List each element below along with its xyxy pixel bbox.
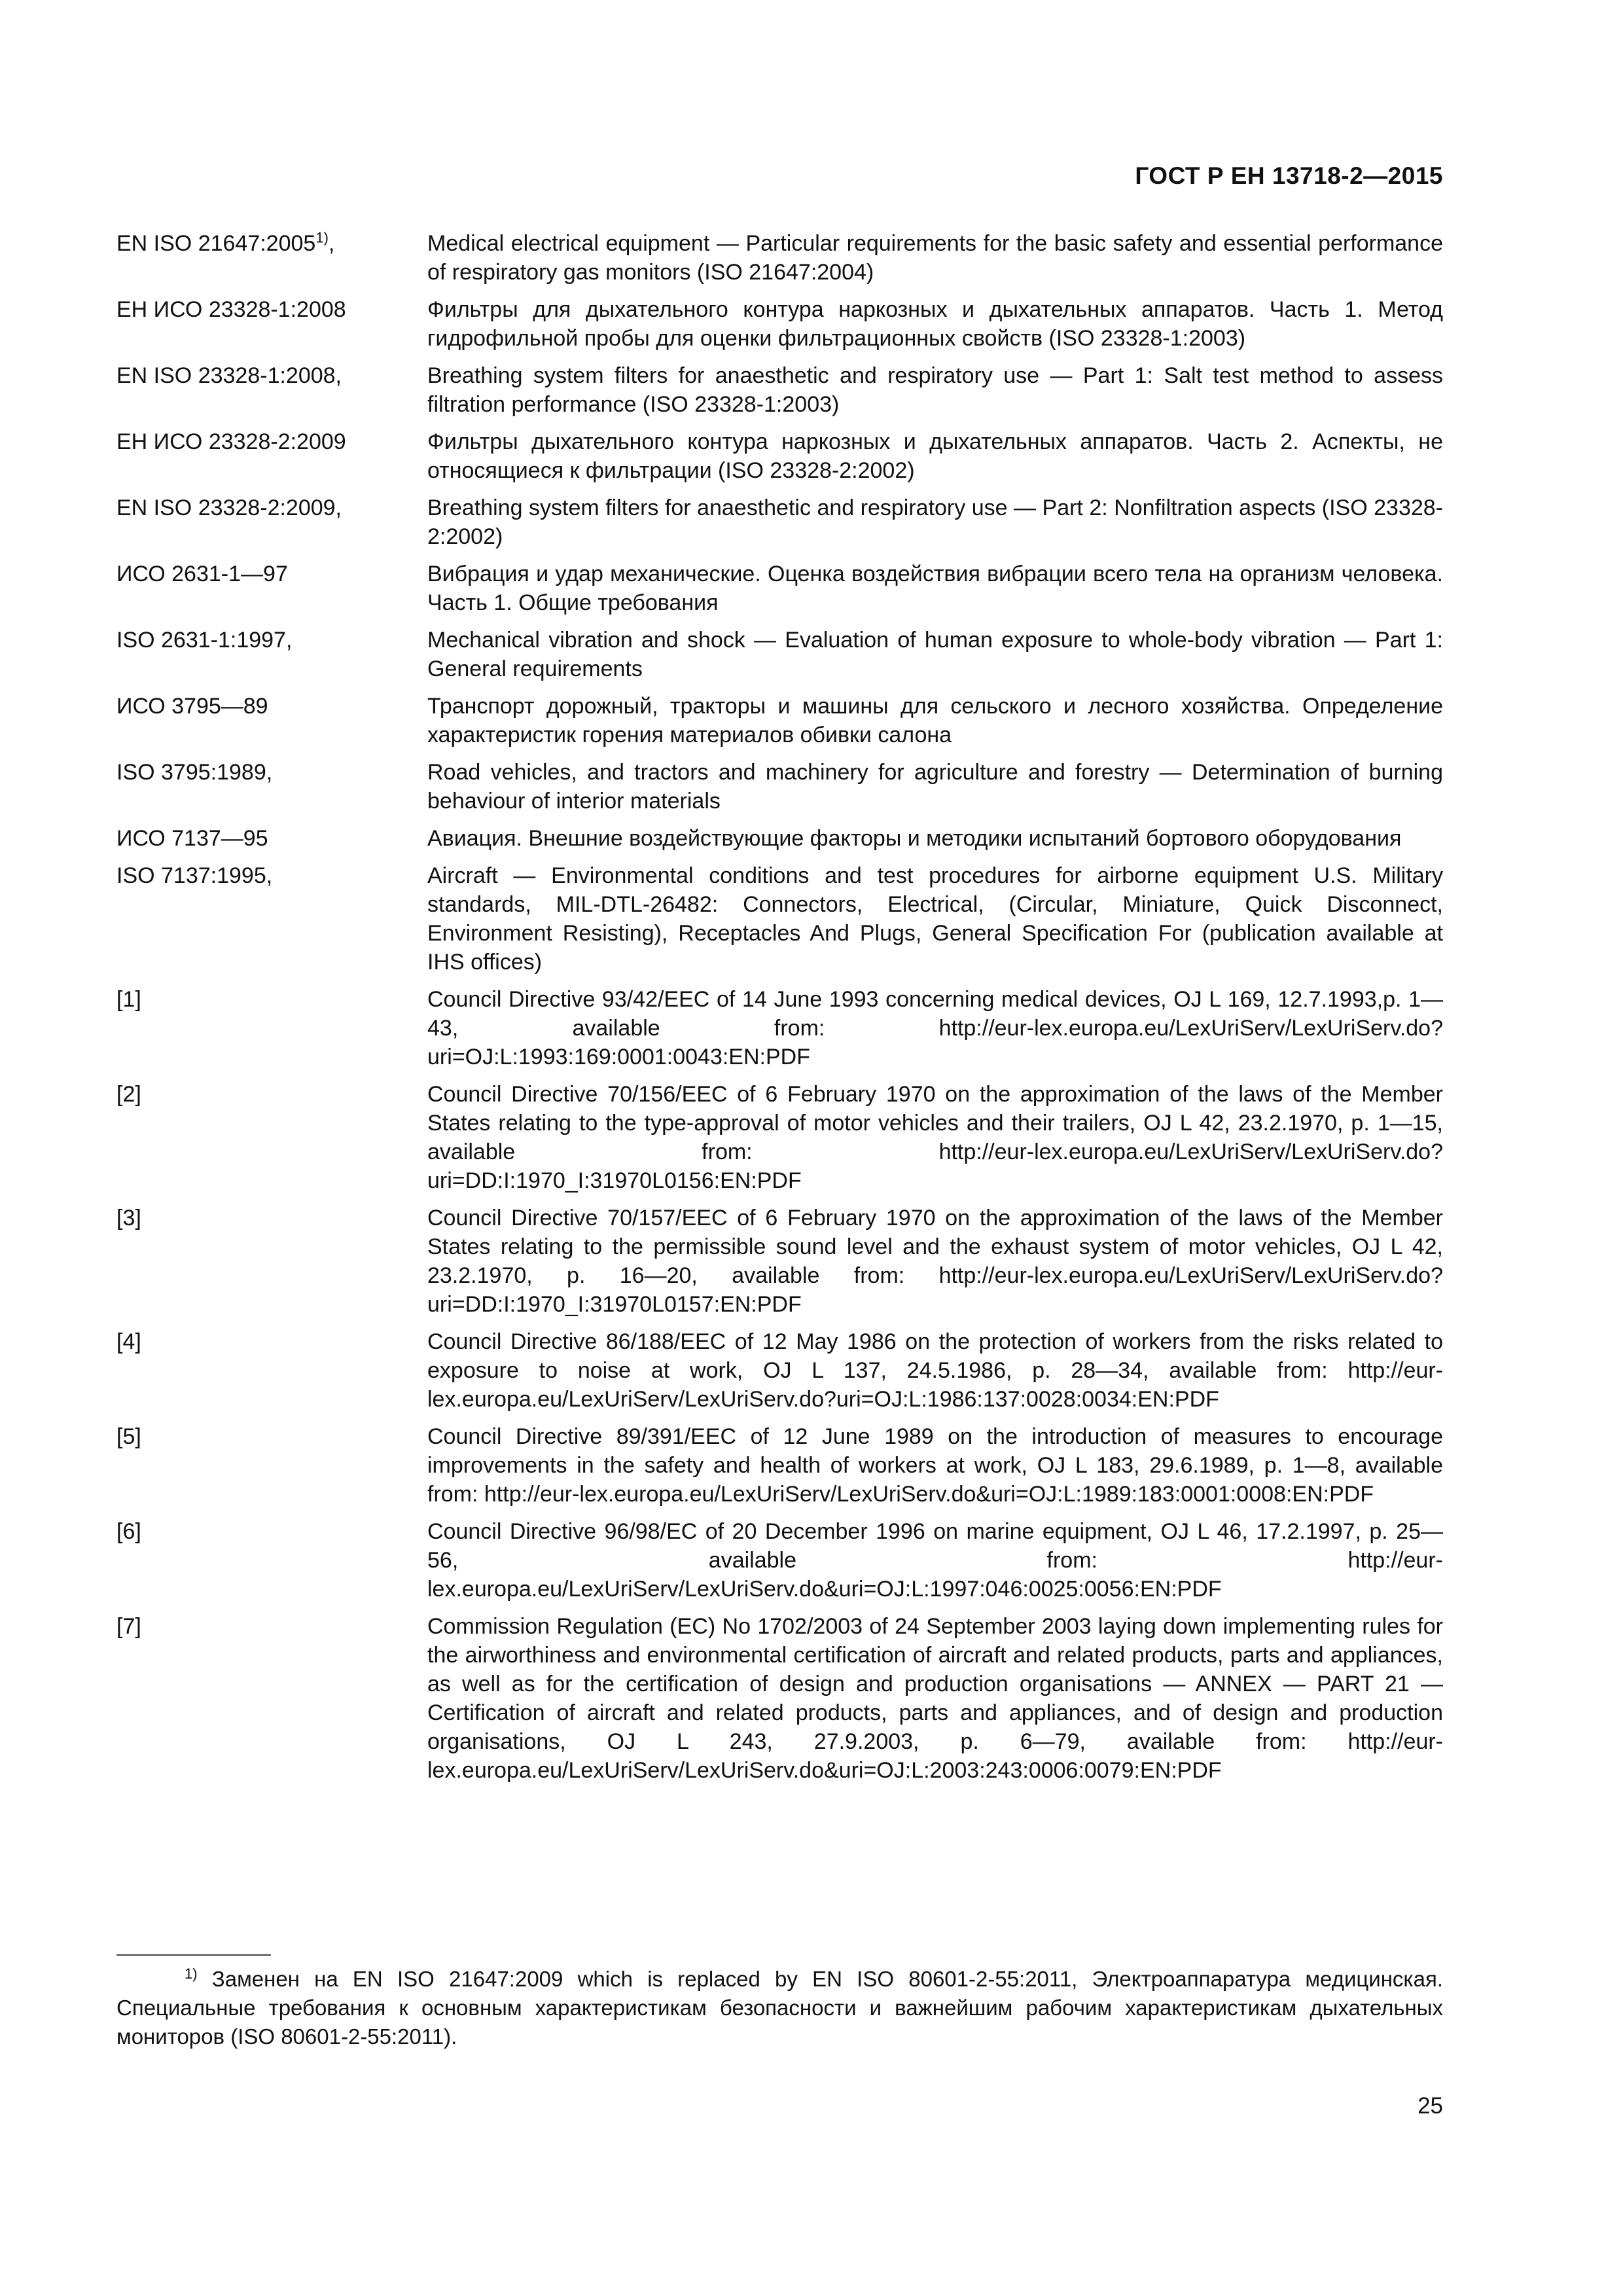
reference-row xyxy=(116,493,1443,551)
reference-row xyxy=(116,560,1443,617)
reference-text: Council Directive 93/42/EEC of 14 June 1993 concerning medical devices, OJ L 169, 12.7.1993,p. 1—43, available from: http://eur-lex.europa.eu/LexUriServ/LexUriServ.do?uri=OJ:L:1993:169:0001:0043:EN:PDF xyxy=(427,987,1443,1069)
reference-row xyxy=(116,1204,1443,1319)
reference-text: Council Directive 70/157/EEC of 6 February 1970 on the approximation of the laws of the Member States relating to the permissible sound level and the exhaust system of motor vehicles, OJ L 42, 23.2.1970, p. 16—20, available from: http://eur-lex.europa.eu/LexUriServ/LexUriServ.do?uri=DD:I:1970_I:31970L0157:EN:PDF xyxy=(427,1206,1443,1317)
reference-code: ISO 3795:1989, xyxy=(116,760,273,785)
reference-text: Вибрация и удар механические. Оценка воздействия вибрации всего тела на организм человека. Часть 1. Общие требования xyxy=(427,562,1443,615)
reference-text: Commission Regulation (EC) No 1702/2003 of 24 September 2003 laying down implementing rules for the airworthiness and environmental certification of aircraft and related products, parts and appliances, as well as for the certification of design and production organisations — ANNEX — PART 21 — Certification of aircraft and related products, parts and appliances, and of design and production organisations, OJ L 243, 27.9.2003, p. 6—79, available from: http://eur-lex.europa.eu/LexUriServ/LexUriServ.do&uri=OJ:L:2003:243:0006:0079:EN:PDF xyxy=(427,1614,1443,1783)
reference-text: Medical electrical equipment — Particular requirements for the basic safety and essential performance of respiratory gas monitors (ISO 21647:2004) xyxy=(427,231,1443,285)
reference-code: [6] xyxy=(116,1519,141,1544)
reference-row xyxy=(116,1422,1443,1509)
reference-code: ISO 7137:1995, xyxy=(116,863,273,888)
reference-code: [4] xyxy=(116,1329,141,1354)
reference-list xyxy=(116,229,1443,1793)
reference-row xyxy=(116,1080,1443,1195)
footnote-marker: 1) xyxy=(315,229,329,246)
reference-row xyxy=(116,758,1443,816)
reference-text: Фильтры дыхательного контура наркозных и дыхательных аппаратов. Часть 2. Аспекты, не относящиеся к фильтрации (ISO 23328-2:2002) xyxy=(427,429,1443,483)
reference-code: [7] xyxy=(116,1614,141,1639)
footnote-divider xyxy=(116,1954,271,1956)
document-header: ГОСТ Р ЕН 13718-2—2015 xyxy=(1135,162,1443,189)
reference-text: Breathing system filters for anaesthetic and respiratory use — Part 1: Salt test method to assess filtration performance (ISO 23328-1:2003) xyxy=(427,363,1443,417)
reference-row xyxy=(116,985,1443,1071)
reference-row xyxy=(116,295,1443,353)
reference-text: Council Directive 96/98/EC of 20 December 1996 on marine equipment, OJ L 46, 17.2.1997, p. 25—56, available from: http://eur-lex.europa.eu/LexUriServ/LexUriServ.do&uri=OJ:L:1997:046:0025:0056:EN:PDF xyxy=(427,1519,1443,1602)
reference-code: [2] xyxy=(116,1082,141,1107)
reference-row xyxy=(116,361,1443,419)
reference-text: Council Directive 86/188/EEC of 12 May 1986 on the protection of workers from the risks related to exposure to noise at work, OJ L 137, 24.5.1986, p. 28—34, available from: http://eur-lex.europa.eu/LexUriServ/LexUriServ.do?uri=OJ:L:1986:137:0028:0034:EN:PDF xyxy=(427,1329,1443,1412)
reference-code: [1] xyxy=(116,987,141,1012)
reference-text: Mechanical vibration and shock — Evaluation of human exposure to whole-body vibration — Part 1: General requirements xyxy=(427,628,1443,681)
reference-text: Авиация. Внешние воздействующие факторы и методики испытаний бортового оборудования xyxy=(427,826,1402,851)
page-number: 25 xyxy=(1418,2093,1443,2119)
reference-row xyxy=(116,626,1443,683)
reference-code: ИСО 3795—89 xyxy=(116,694,268,719)
footnote-text: Заменен на EN ISO 21647:2009 which is replaced by EN ISO 80601-2-55:2011, Электроаппаратура медицинская. Специальные требования к основным характеристикам безопасности и важнейшим рабочим характеристикам дыхательных мониторов (ISO 80601-2-55:2011). xyxy=(116,1967,1443,2049)
reference-text: Breathing system filters for anaesthetic and respiratory use — Part 2: Nonfiltration aspects (ISO 23328-2:2002) xyxy=(427,495,1443,549)
reference-code: [5] xyxy=(116,1424,141,1449)
reference-row xyxy=(116,1517,1443,1604)
reference-text: Council Directive 70/156/EEC of 6 February 1970 on the approximation of the laws of the Member States relating to the type-approval of motor vehicles and their trailers, OJ L 42, 23.2.1970, p. 1—15, available from: http://eur-lex.europa.eu/LexUriServ/LexUriServ.do?uri=DD:I:1970_I:31970L0156:EN:PDF xyxy=(427,1082,1443,1193)
reference-code: EN ISO 23328-1:2008, xyxy=(116,363,342,388)
reference-code: ИСО 7137—95 xyxy=(116,826,268,851)
reference-code: ИСО 2631-1—97 xyxy=(116,562,288,586)
reference-text: Транспорт дорожный, тракторы и машины для сельского и лесного хозяйства. Определение характеристик горения материалов обивки салона xyxy=(427,694,1443,747)
reference-code: EN ISO 23328-2:2009, xyxy=(116,495,342,520)
reference-code: ЕН ИСО 23328-2:2009 xyxy=(116,429,346,454)
reference-row xyxy=(116,1612,1443,1785)
reference-row xyxy=(116,861,1443,977)
footnote-body xyxy=(116,1965,1443,2051)
footnote-marker: 1) xyxy=(185,1965,198,1982)
reference-code: ЕН ИСО 23328-1:2008 xyxy=(116,297,346,322)
reference-text: Фильтры для дыхательного контура наркозных и дыхательных аппаратов. Часть 1. Метод гидрофильной пробы для оценки фильтрационных свойств (ISO 23328-1:2003) xyxy=(427,297,1443,351)
reference-row xyxy=(116,427,1443,485)
reference-row xyxy=(116,1327,1443,1414)
reference-code: EN ISO 21647:2005$^{1)}$, xyxy=(116,229,335,256)
reference-text: Aircraft — Environmental conditions and test procedures for airborne equipment U.S. Military standards, MIL-DTL-26482: Connectors, Electrical, (Circular, Miniature, Quick Disconnect, Environment Resisting), Receptacles And Plugs, General Specification For (publication available at IHS offices) xyxy=(427,863,1443,975)
reference-row xyxy=(116,824,1443,853)
reference-code: ISO 2631-1:1997, xyxy=(116,628,293,653)
reference-row xyxy=(116,692,1443,749)
footnote xyxy=(116,1965,1443,2051)
reference-text: Council Directive 89/391/EEC of 12 June 1989 on the introduction of measures to encourage improvements in the safety and health of workers at work, OJ L 183, 29.6.1989, p. 1—8, available from: http://eur-lex.europa.eu/LexUriServ/LexUriServ.do&uri=OJ:L:1989:183:0001:0008:EN:PDF xyxy=(427,1424,1443,1507)
reference-text: Road vehicles, and tractors and machinery for agriculture and forestry — Determination of burning behaviour of interior materials xyxy=(427,760,1443,814)
reference-code: [3] xyxy=(116,1206,141,1230)
reference-row xyxy=(116,229,1443,287)
